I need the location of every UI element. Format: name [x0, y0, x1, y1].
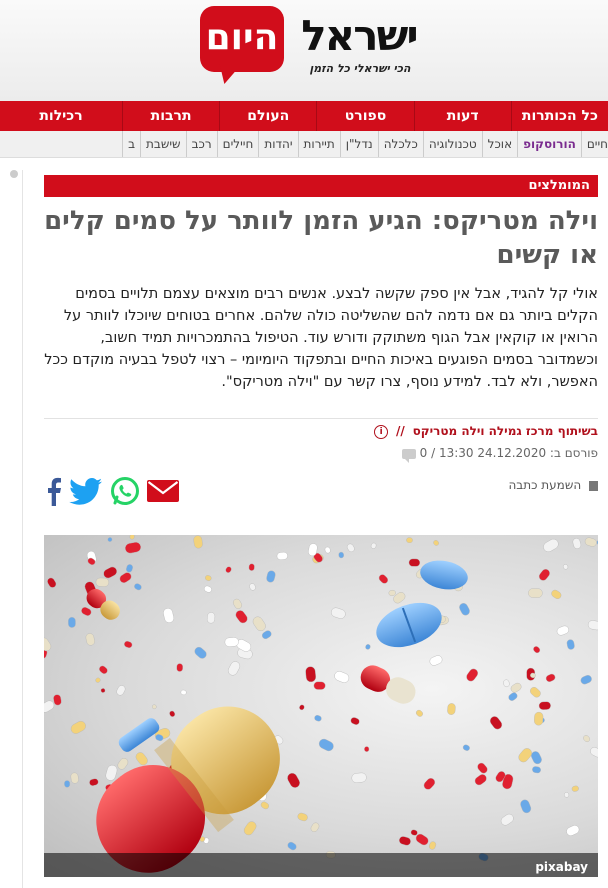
site-header — [0, 0, 608, 101]
sub-nav — [0, 131, 608, 158]
pill — [89, 778, 99, 786]
large-capsule — [75, 686, 301, 877]
pill — [102, 565, 118, 579]
pill — [378, 573, 390, 585]
article-image — [44, 535, 598, 877]
pill — [203, 585, 212, 593]
article-title: וילה מטריקס: הגיע הזמן לוותר על סמים קלים או קשים — [44, 206, 598, 270]
pill — [134, 751, 149, 767]
pill — [234, 609, 249, 625]
pill — [338, 552, 344, 558]
pill — [53, 694, 62, 706]
mail-icon[interactable] — [147, 480, 179, 502]
pill — [95, 677, 102, 683]
category-bar — [44, 175, 598, 197]
image-caption-bar — [44, 853, 598, 877]
pill — [107, 537, 113, 543]
pill — [70, 772, 79, 784]
pill — [46, 577, 57, 589]
subnav-item-horoscope[interactable]: הורוסקופ — [517, 131, 581, 157]
sponsor-line — [44, 424, 598, 446]
main-nav — [0, 101, 608, 131]
pill — [225, 637, 239, 647]
pill — [242, 820, 258, 837]
pill — [105, 764, 119, 782]
pill — [550, 589, 562, 600]
facebook-icon[interactable] — [44, 476, 62, 506]
pill — [44, 636, 53, 653]
pill — [517, 746, 534, 764]
sidebar-divider — [22, 170, 23, 888]
pill — [532, 645, 541, 654]
pill — [507, 691, 518, 702]
logo-slogan: הכי ישראלי כל הזמן — [309, 62, 411, 75]
site-logo[interactable] — [196, 4, 430, 94]
pill — [193, 645, 208, 660]
pill — [519, 799, 532, 815]
pill — [305, 666, 316, 682]
comment-count[interactable]: 0 — [419, 446, 428, 460]
pill — [562, 564, 568, 570]
pill — [429, 654, 444, 667]
subnav-item-life[interactable]: חיים — [581, 131, 608, 157]
pill — [499, 812, 515, 827]
publish-date: פורסם ב: 24.12.2020 13:30 — [438, 446, 598, 460]
subnav-item-technology[interactable]: טכנולוגיה — [423, 131, 482, 157]
pill — [428, 841, 436, 851]
pill — [370, 542, 376, 549]
pill — [532, 766, 541, 773]
pill — [409, 559, 420, 567]
subnav-item-cars[interactable]: רכב — [186, 131, 217, 157]
pill — [177, 663, 183, 671]
nav-item-gossip[interactable]: רכילות — [39, 108, 83, 124]
sponsor-separator: // — [395, 424, 405, 438]
pill — [318, 737, 336, 752]
pill — [129, 535, 135, 540]
pill — [545, 673, 556, 683]
pill — [68, 617, 75, 627]
pill — [249, 583, 257, 592]
pill — [333, 670, 350, 684]
pill — [528, 588, 542, 597]
nav-item-all-headlines[interactable]: כל הכותרות — [511, 101, 608, 131]
pill — [565, 824, 580, 837]
pill — [101, 688, 106, 693]
pill — [115, 684, 126, 696]
logo-israel: ישראל — [301, 11, 417, 60]
speaker-icon — [589, 481, 598, 491]
pill — [227, 660, 242, 677]
pill — [277, 552, 288, 560]
category-label[interactable]: המומלצים — [528, 178, 590, 193]
pill — [465, 667, 480, 683]
pill — [473, 773, 488, 787]
nav-item-culture[interactable]: תרבות — [122, 101, 219, 131]
pill — [124, 541, 141, 554]
sponsor-text[interactable]: בשיתוף מרכז גמילה וילה מטריקס — [412, 424, 598, 438]
subnav-item-judaism[interactable]: יהדות — [258, 131, 297, 157]
pill — [398, 836, 411, 847]
meta-separator: / — [427, 446, 436, 460]
pill — [462, 744, 470, 752]
comment-icon[interactable] — [402, 449, 416, 459]
pill — [249, 564, 255, 571]
pill — [571, 785, 579, 792]
nav-item-opinions[interactable]: דעות — [414, 101, 511, 131]
pill — [488, 715, 503, 731]
pill — [251, 615, 267, 633]
pill — [204, 575, 212, 582]
pill — [410, 829, 418, 836]
pill — [415, 709, 424, 718]
pill — [116, 757, 129, 771]
pill — [260, 801, 270, 810]
subnav-item-soldiers[interactable]: חיילים — [217, 131, 259, 157]
pill — [80, 606, 92, 617]
pill — [261, 629, 273, 640]
pill — [85, 633, 95, 646]
pill — [529, 686, 542, 699]
pill — [589, 746, 598, 759]
pill — [297, 812, 309, 822]
pill — [98, 665, 109, 675]
pill — [330, 607, 347, 620]
logo-hayom: היום — [205, 17, 279, 58]
article-meta — [44, 446, 598, 460]
pill — [180, 690, 186, 696]
pill — [207, 612, 215, 623]
pill — [365, 644, 371, 650]
pill — [351, 772, 367, 783]
pill — [225, 566, 233, 574]
share-bar — [44, 474, 194, 508]
article-lead: אולי קל להגיד, אבל אין ספק שקשה לבצע. אנשים רבים מוצאים עצמם תלויים בסמים הקלים ביותר גם אם נדמה להם שהשליטה כולה שלהם. אחרים בטוחים שיוכלו לוותר על הרואין או קוקאין אבל הגוף משתוקק ודורש עוד. הטיפול בהתמכרויות תמיד חשוב, וכשמדובר בסמים הפוגעים באיכות החיים ובתפקוד היומיומי – רצוי לטפל בבעיה מוקדם ככל האפשר, ולא לבד. למידע נוסף, צרו קשר עם "וילה מטריקס". — [44, 286, 598, 390]
blue-tablet-large — [370, 595, 448, 656]
pill — [162, 607, 174, 623]
listen-button[interactable] — [508, 478, 598, 492]
pill — [447, 703, 456, 715]
pill — [538, 568, 552, 582]
twitter-icon[interactable] — [69, 476, 103, 506]
pill — [510, 682, 523, 694]
pill — [64, 780, 70, 787]
pills-illustration — [44, 535, 598, 877]
whatsapp-icon[interactable] — [110, 476, 140, 506]
subnav-item-real-estate[interactable]: נדל"ן — [340, 131, 378, 157]
pill — [556, 625, 570, 637]
pill — [364, 746, 369, 751]
pill — [458, 602, 471, 617]
subnav-item-tourism[interactable]: תיירות — [298, 131, 340, 157]
subnav-item-food[interactable]: אוכל — [482, 131, 517, 157]
red-capsule-mid — [357, 661, 420, 707]
pill — [389, 590, 396, 596]
pill — [266, 570, 276, 583]
pill — [346, 543, 356, 553]
pill — [96, 578, 109, 587]
pill — [566, 639, 575, 650]
pill — [580, 674, 593, 685]
pill — [350, 716, 360, 725]
nav-item-world[interactable]: העולם — [219, 101, 316, 131]
pill — [299, 704, 306, 711]
pill — [534, 712, 543, 726]
pill — [539, 702, 551, 710]
subnav-item-shabbat[interactable]: שישבת — [140, 131, 186, 157]
pill — [582, 734, 591, 743]
pill — [123, 640, 133, 648]
pill — [310, 821, 321, 833]
pill — [314, 682, 326, 690]
pill — [584, 537, 597, 548]
image-credit: pixabay — [535, 860, 588, 874]
pill — [406, 537, 412, 542]
pill — [572, 537, 582, 549]
pill — [587, 620, 598, 631]
pill — [126, 564, 134, 573]
pill — [286, 841, 297, 851]
pill — [169, 710, 176, 718]
pill — [118, 571, 132, 584]
pill — [314, 714, 322, 722]
pill — [324, 546, 331, 554]
nav-item-sport[interactable]: ספורט — [316, 101, 413, 131]
pill — [564, 792, 570, 798]
sidebar-dot — [10, 170, 18, 178]
pill — [232, 598, 243, 610]
listen-label: השמעת כתבה — [508, 478, 582, 492]
pill — [286, 771, 302, 789]
subnav-item-economy[interactable]: כלכלה — [378, 131, 423, 157]
pill — [503, 679, 510, 687]
pill — [597, 540, 598, 546]
pill — [432, 539, 439, 546]
pill — [133, 583, 142, 592]
pill — [542, 537, 561, 553]
info-icon[interactable]: i — [374, 425, 388, 439]
pill — [151, 704, 157, 710]
pill — [69, 719, 87, 735]
pill — [193, 535, 203, 549]
pill — [476, 761, 489, 774]
subnav-item-more[interactable]: ב — [122, 131, 140, 157]
pill — [422, 777, 436, 792]
meta-divider — [44, 418, 598, 419]
